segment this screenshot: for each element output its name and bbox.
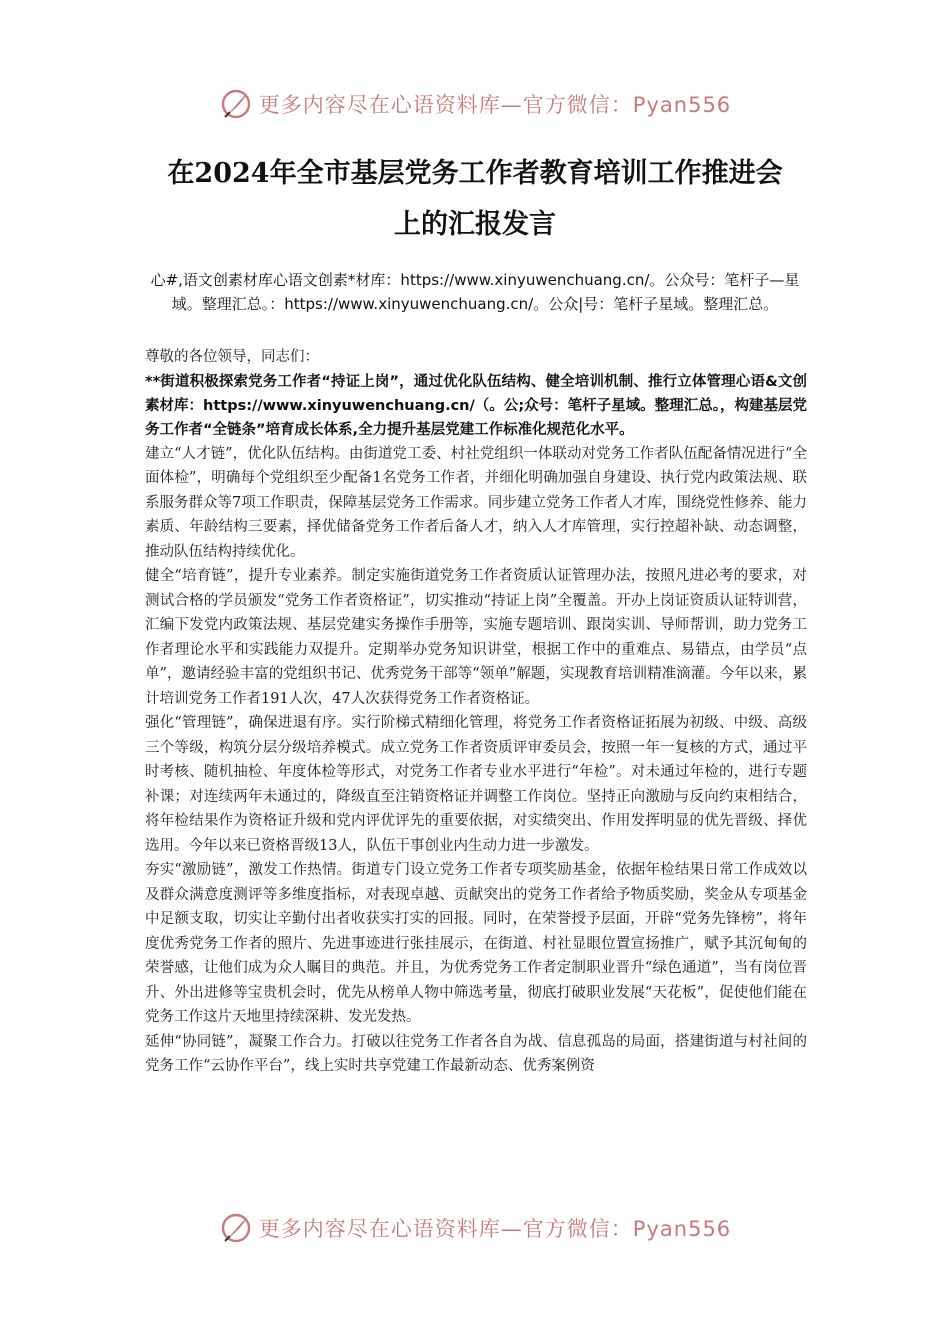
quill-logo-icon (219, 87, 253, 121)
title-line-1: 在2024年全市基层党务工作者教育培训工作推进会 (167, 158, 783, 189)
intro-paragraph: 心#,语文创素材库心语文创素*材库：https://www.xinyuwenchuang.cn/。公众号：笔杆子—星域。整理汇总。：https://www.xinyuwenchuang.cn/。公众|号：笔杆子星域。整理汇总。 (150, 271, 800, 313)
paragraph-incentive-chain: 夯实“激励链”，激发工作热情。街道专门设立党务工作者专项奖励基金，依据年检结果日常工作成效以及群众满意度测评等多维度指标，对表现卓越、贡献突出的党务工作者给予物质奖励，奖金从专项基金中足额支取，切实让辛勤付出者收获实打实的回报。同时，在荣誉授予层面，开辟“党务先锋榜”，将年度优秀党务工作者的照片、先进事迹进行张挂展示，在街道、村社显眼位置宣扬推广，赋予其沉甸甸的荣誉感，让他们成为众人瞩目的典范。并且，为优秀党务工作者定制职业晋升“绿色通道”，当有岗位晋升、外出进修等宝贵机会时，优先从榜单人物中筛选考量，彻底打破职业发展“天花板”，促使他们能在党务工作这片天地里持续深耕、发光发热。 (145, 862, 807, 1025)
document-title (130, 148, 820, 250)
header-banner (0, 84, 950, 124)
paragraph-management-chain: 强化“管理链”，确保进退有序。实行阶梯式精细化管理，将党务工作者资格证拓展为初级、中级、高级三个等级，构筑分层分级培养模式。成立党务工作者资质评审委员会，按照一年一复核的方式，通过平时考核、随机抽检、年度体检等形式，对党务工作者专业水平进行“年检”。对未通过年检的，进行专题补课；对连续两年未通过的，降级直至注销资格证并调整工作岗位。坚持正向激励与反向约束相结合，将年检结果作为资格证升级和党内评优评先的重要依据，对实绩突出、作用发挥明显的优先晋级、择优选用。今年以来已资格晋级13人，队伍干事创业内生动力进一步激发。 (145, 715, 807, 854)
summary-paragraph: **街道积极探索党务工作者“持证上岗”，通过优化队伍结构、健全培训机制、推行立体管理心语&文创素材库：https://www.xinyuwenchuang.cn/（。公;众号：笔杆子星域。整理汇总。，构建基层党务工作者“全链条”培育成长体系,全力提升基层党建工作标准化规范化水平。 (145, 373, 807, 438)
footer-banner (0, 1208, 950, 1248)
quill-logo-icon (219, 1211, 253, 1245)
paragraph-collaboration-chain: 延伸“协同链”，凝聚工作合力。打破以往党务工作者各自为战、信息孤岛的局面，搭建街道与村社间的党务工作“云协作平台”，线上实时共享党建工作最新动态、优秀案例资 (145, 1033, 807, 1074)
paragraph-training-chain: 健全“培育链”，提升专业素养。制定实施街道党务工作者资质认证管理办法，按照凡进必考的要求，对测试合格的学员颁发“党务工作者资格证”，切实推动“持证上岗”全覆盖。开办上岗证资质认证特训营，汇编下发党内政策法规、基层党建实务操作手册等，实施专题培训、跟岗实训、导师帮训，助力党务工作者理论水平和实践能力双提升。定期举办党务知识讲堂，根据工作中的重难点、易错点，由学员“点单”，邀请经验丰富的党组织书记、优秀党务干部等“领单”解题，实现教育培训精准滴灌。今年以来，累计培训党务工作者191人次，47人次获得党务工作者资格证。 (145, 568, 807, 707)
greeting: 尊敬的各位领导，同志们： (145, 349, 319, 365)
title-line-2: 上的汇报发言 (394, 209, 556, 240)
document-body (145, 345, 807, 1079)
banner-text: 更多内容尽在心语资料库—官方微信：Pyan556 (258, 93, 732, 117)
paragraph-talent-chain: 建立“人才链”，优化队伍结构。由街道党工委、村社党组织一体联动对党务工作者队伍配备情况进行“全面体检”，明确每个党组织至少配备1名党务工作者，并细化明确加强自身建设、执行党内政策法规、联系服务群众等7项工作职责，保障基层党务工作需求。同步建立党务工作者人才库，围绕党性修养、能力素质、年龄结构三要素，择优储备党务工作者后备人才，纳入人才库管理，实行控超补缺、动态调整，推动队伍结构持续优化。 (145, 445, 807, 560)
banner-text: 更多内容尽在心语资料库—官方微信：Pyan556 (258, 1217, 732, 1241)
